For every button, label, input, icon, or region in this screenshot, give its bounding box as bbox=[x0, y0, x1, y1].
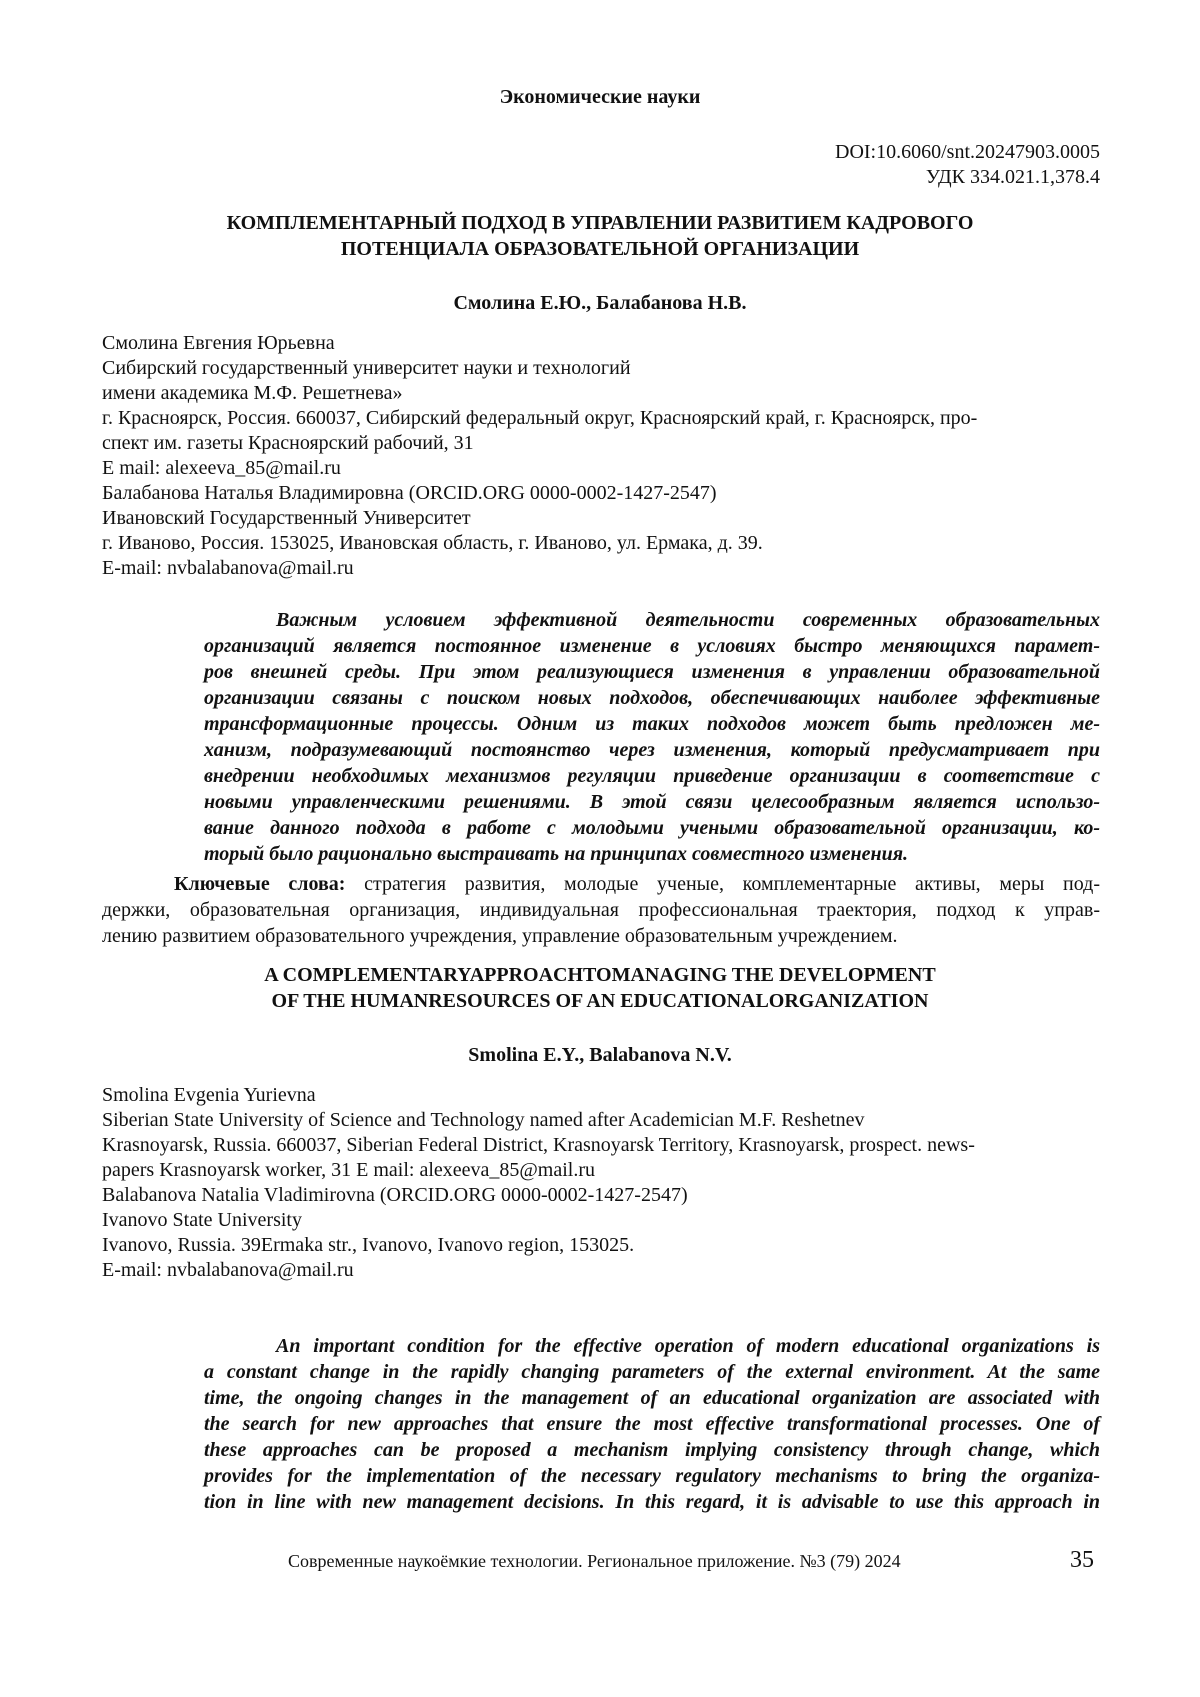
abstract-line: вание данного подхода в работе с молодыми учеными образовательной организации, ко- bbox=[204, 817, 1100, 839]
keywords-label: Ключевые слова: bbox=[174, 873, 346, 895]
abstract-line: ров внешней среды. При этом реализующиеся изменения в управлении образовательной bbox=[204, 661, 1100, 683]
affiliation-line: Ivanovo, Russia. 39Ermaka str., Ivanovo, Ivanovo region, 153025. bbox=[102, 1234, 635, 1256]
en-authors: Smolina E.Y., Balabanova N.V. bbox=[468, 1044, 732, 1066]
affiliation-line: Ivanovo State University bbox=[102, 1209, 302, 1231]
keywords-text: стратегия развития, молодые ученые, комплементарные активы, меры под- bbox=[345, 873, 1100, 895]
affiliation-line: г. Красноярск, Россия. 660037, Сибирский федеральный округ, Красноярский край, г. Красноярск, про- bbox=[102, 407, 978, 429]
en-abstract bbox=[204, 1333, 1100, 1515]
article-identifiers bbox=[835, 140, 1100, 190]
en-affiliations bbox=[102, 1083, 1102, 1283]
affiliation-line: спект им. газеты Красноярский рабочий, 31 bbox=[102, 432, 474, 454]
ru-title bbox=[150, 210, 1050, 262]
affiliation-line: Сибирский государственный университет науки и технологий bbox=[102, 357, 631, 379]
affiliation-line: Balabanova Natalia Vladimirovna (ORCID.ORG 0000-0002-1427-2547) bbox=[102, 1184, 688, 1206]
abstract-line: tion in line with new management decisions. In this regard, it is advisable to use this approach in bbox=[204, 1491, 1100, 1513]
abstract-line: новыми управленческими решениями. В этой связи целесообразным является использо- bbox=[204, 791, 1100, 813]
keywords-line bbox=[102, 871, 1100, 897]
email-line: E-mail: nvbalabanova@mail.ru bbox=[102, 1259, 354, 1281]
abstract-line: внедрении необходимых механизмов регуляции приведение организации в соответствие с bbox=[204, 765, 1100, 787]
abstract-line: организаций является постоянное изменение в условиях быстро меняющихся парамет- bbox=[204, 635, 1100, 657]
doi: DOI:10.6060/snt.20247903.0005 bbox=[835, 141, 1100, 163]
abstract-line: An important condition for the effective operation of modern educational organizations is bbox=[276, 1335, 1100, 1357]
journal-footer: Современные наукоёмкие технологии. Региональное приложение. №3 (79) 2024 bbox=[288, 1551, 901, 1571]
abstract-line: these approaches can be proposed a mechanism implying consistency through change, which bbox=[204, 1439, 1100, 1461]
affiliation-line: г. Иваново, Россия. 153025, Ивановская область, г. Иваново, ул. Ермака, д. 39. bbox=[102, 532, 763, 554]
affiliation-line: Смолина Евгения Юрьевна bbox=[102, 332, 335, 354]
en-title bbox=[150, 962, 1050, 1014]
abstract-line: ханизм, подразумевающий постоянство через изменения, который предусматривает при bbox=[204, 739, 1100, 761]
affiliation-line: Siberian State University of Science and Technology named after Academician M.F. Reshetnev bbox=[102, 1109, 865, 1131]
affiliation-line: papers Krasnoyarsk worker, 31 E mail: alexeeva_85@mail.ru bbox=[102, 1159, 596, 1181]
affiliation-line: Балабанова Наталья Владимировна (ORCID.ORG 0000-0002-1427-2547) bbox=[102, 482, 717, 504]
abstract-line: Важным условием эффективной деятельности современных образовательных bbox=[276, 609, 1100, 631]
page-number: 35 bbox=[1070, 1547, 1094, 1573]
ru-keywords bbox=[102, 871, 1100, 949]
en-title-line: A COMPLEMENTARYAPPROACHTOMANAGING THE DEVELOPMENT bbox=[264, 964, 936, 986]
abstract-line: a constant change in the rapidly changing parameters of the external environment. At the same bbox=[204, 1361, 1100, 1383]
abstract-line: the search for new approaches that ensure the most effective transformational processes. One of bbox=[204, 1413, 1100, 1435]
affiliation-line: имени академика М.Ф. Решетнева» bbox=[102, 382, 403, 404]
keywords-line: держки, образовательная организация, индивидуальная профессиональная траектория, подход к управ- bbox=[102, 899, 1100, 921]
email-line: E mail: alexeeva_85@mail.ru bbox=[102, 457, 341, 479]
abstract-line: торый было рационально выстраивать на принципах совместного изменения. bbox=[204, 843, 909, 865]
email-line: E-mail: nvbalabanova@mail.ru bbox=[102, 557, 354, 579]
abstract-line: provides for the implementation of the necessary regulatory mechanisms to bring the organiza- bbox=[204, 1465, 1100, 1487]
section-heading: Экономические науки bbox=[499, 86, 701, 108]
abstract-line: организации связаны с поиском новых подходов, обеспечивающих наиболее эффективные bbox=[204, 687, 1100, 709]
ru-abstract bbox=[204, 607, 1100, 867]
udc-code: УДК 334.021.1,378.4 bbox=[925, 166, 1100, 188]
keywords-line: лению развитием образовательного учреждения, управление образовательным учреждением. bbox=[102, 925, 898, 947]
ru-title-line: ПОТЕНЦИАЛА ОБРАЗОВАТЕЛЬНОЙ ОРГАНИЗАЦИИ bbox=[340, 238, 860, 260]
en-title-line: OF THE HUMANRESOURCES OF AN EDUCATIONALORGANIZATION bbox=[271, 990, 929, 1012]
ru-affiliations bbox=[102, 331, 1102, 581]
ru-authors: Смолина Е.Ю., Балабанова Н.В. bbox=[453, 292, 747, 314]
abstract-line: time, the ongoing changes in the management of an educational organization are associated with bbox=[204, 1387, 1100, 1409]
abstract-line: трансформационные процессы. Одним из таких подходов может быть предложен ме- bbox=[204, 713, 1100, 735]
ru-title-line: КОМПЛЕМЕНТАРНЫЙ ПОДХОД В УПРАВЛЕНИИ РАЗВИТИЕМ КАДРОВОГО bbox=[226, 212, 974, 234]
affiliation-line: Krasnoyarsk, Russia. 660037, Siberian Federal District, Krasnoyarsk Territory, Krasnoyarsk, prospect. news- bbox=[102, 1134, 975, 1156]
affiliation-line: Ивановский Государственный Университет bbox=[102, 507, 471, 529]
affiliation-line: Smolina Evgenia Yurievna bbox=[102, 1084, 316, 1106]
